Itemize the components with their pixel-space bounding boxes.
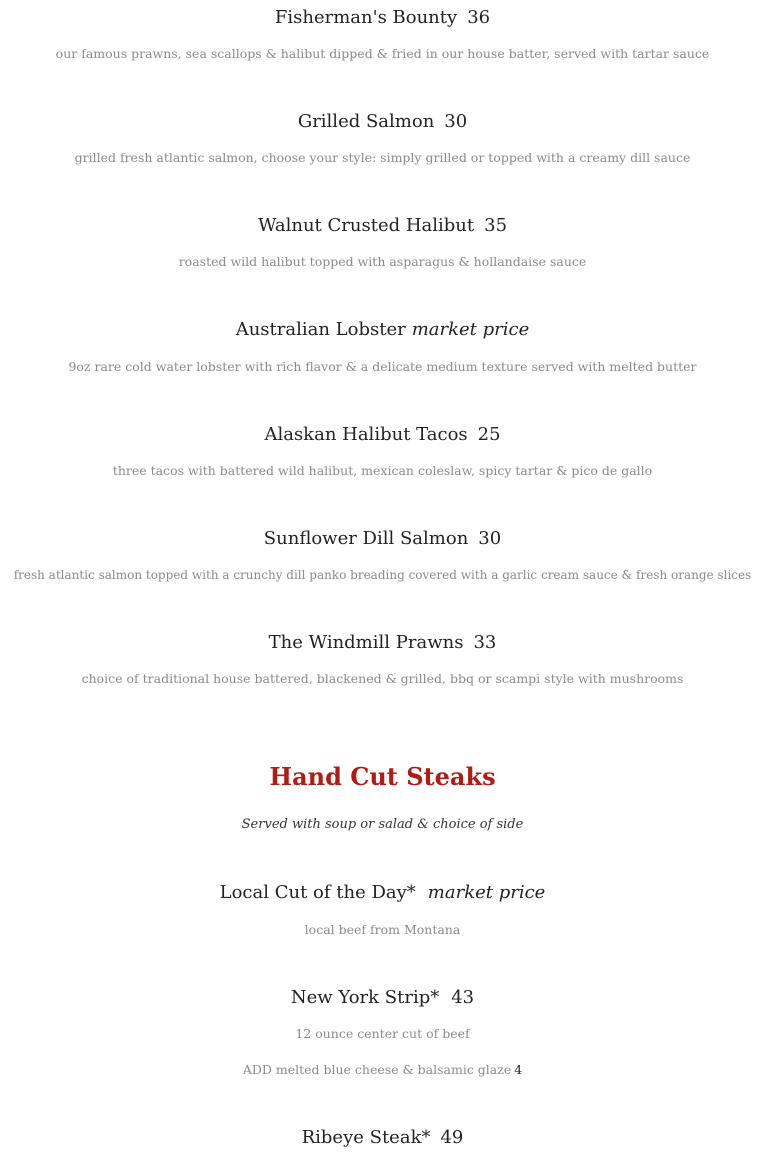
- item-price: 36: [467, 7, 491, 28]
- item-name: Grilled Salmon: [297, 111, 435, 132]
- item-title: [0, 423, 765, 447]
- item-description-wrap: [0, 1025, 765, 1043]
- section-subtitle: Served with soup or salad & choice of side: [241, 817, 524, 832]
- item-title: [0, 631, 765, 655]
- menu-item: [0, 1126, 765, 1150]
- item-description: 9oz rare cold water lobster with rich flavor & a delicate medium texture served with melted butter: [68, 359, 697, 374]
- item-title: [0, 986, 765, 1010]
- item-name: New York Strip*: [290, 987, 440, 1008]
- item-description-wrap: [0, 921, 765, 939]
- item-name: Fisherman's Bounty: [274, 7, 458, 28]
- item-description-wrap: [0, 670, 765, 688]
- item-price: 25: [477, 424, 501, 445]
- item-title: [0, 318, 765, 342]
- item-description: three tacos with battered wild halibut, mexican coleslaw, spicy tartar & pico de gallo: [112, 463, 653, 478]
- item-description: roasted wild halibut topped with asparagus & hollandaise sauce: [178, 254, 587, 269]
- item-addon-wrap: [0, 1061, 765, 1079]
- item-description: fresh atlantic salmon topped with a crunchy dill panko breading covered with a garlic cream sauce & fresh orange slices: [13, 568, 752, 582]
- item-description: grilled fresh atlantic salmon, choose your style: simply grilled or topped with a creamy dill sauce: [74, 150, 691, 165]
- item-title: [0, 1126, 765, 1150]
- item-price: market price: [427, 882, 546, 903]
- item-description-wrap: [0, 462, 765, 480]
- item-name: Ribeye Steak*: [301, 1127, 431, 1148]
- addon-text: ADD melted blue cheese & balsamic glaze: [242, 1062, 512, 1077]
- item-description-wrap: [0, 566, 765, 584]
- item-description: our famous prawns, sea scallops & halibut dipped & fried in our house batter, served with tartar sauce: [55, 46, 710, 61]
- item-price: 43: [451, 987, 475, 1008]
- item-price: 35: [484, 215, 508, 236]
- item-name: The Windmill Prawns: [268, 632, 464, 653]
- menu-item: [0, 6, 765, 30]
- menu-item: [0, 986, 765, 1010]
- item-addon: [0, 1061, 765, 1079]
- item-name: Sunflower Dill Salmon: [263, 528, 469, 549]
- item-title: [0, 881, 765, 905]
- item-price: market price: [411, 319, 530, 340]
- menu-item: [0, 881, 765, 905]
- menu-item: [0, 631, 765, 655]
- item-title: [0, 527, 765, 551]
- menu-item: [0, 318, 765, 342]
- item-title: [0, 110, 765, 134]
- item-price: 30: [444, 111, 468, 132]
- item-description-wrap: [0, 149, 765, 167]
- menu-item: [0, 423, 765, 447]
- menu-item: [0, 214, 765, 238]
- item-name: Local Cut of the Day*: [219, 882, 416, 903]
- item-price: 30: [478, 528, 502, 549]
- item-name: Australian Lobster: [235, 319, 406, 340]
- item-description: local beef from Montana: [304, 922, 461, 937]
- item-description: choice of traditional house battered, blackened & grilled, bbq or scampi style with mushrooms: [81, 671, 684, 686]
- item-title: [0, 6, 765, 30]
- item-name: Walnut Crusted Halibut: [257, 215, 475, 236]
- item-description-wrap: [0, 358, 765, 376]
- addon-price: 4: [514, 1062, 523, 1077]
- item-price: 33: [473, 632, 497, 653]
- item-description: 12 ounce center cut of beef: [295, 1026, 470, 1041]
- item-name: Alaskan Halibut Tacos: [264, 424, 468, 445]
- section-header: [0, 762, 765, 792]
- item-price: 49: [440, 1127, 464, 1148]
- section-title: Hand Cut Steaks: [269, 762, 496, 791]
- item-description-wrap: [0, 45, 765, 63]
- menu-item: [0, 527, 765, 551]
- item-title: [0, 214, 765, 238]
- section-subtitle-wrap: [0, 816, 765, 834]
- menu-item: [0, 110, 765, 134]
- item-description-wrap: [0, 253, 765, 271]
